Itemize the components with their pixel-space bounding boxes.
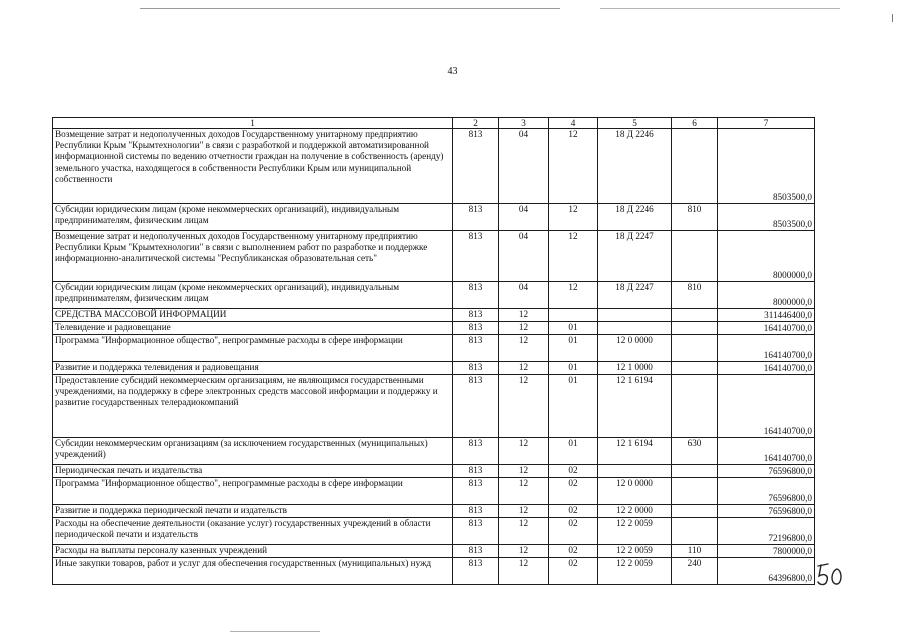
row-ministry-code: 813 [453,129,499,204]
row-ministry-code: 813 [453,438,499,465]
table-row [53,518,815,545]
row-target-article-code: 12 1 0000 [598,362,672,375]
row-section-code: 04 [499,204,549,231]
row-expense-type-code [672,309,718,322]
row-description: Субсидии юридическим лицам (кроме некоммерческих организаций), индивидуальным предпринимателям, физическим лицам [53,282,453,309]
row-expense-type-code [672,505,718,518]
row-section-code: 12 [499,558,549,585]
row-ministry-code: 813 [453,505,499,518]
row-target-article-code: 18 Д 2247 [598,282,672,309]
row-description: Периодическая печать и издательства [53,465,453,478]
table-row [53,282,815,309]
row-ministry-code: 813 [453,478,499,505]
row-description: Иные закупки товаров, работ и услуг для обеспечения государственных (муниципальных) нужд [53,558,453,585]
row-description: Возмещение затрат и недополученных доходов Государственному унитарному предприятию Республики Крым "Крымтехнологии" в связи с выполнением работ по разработке и поддержке информационно-аналитической системы "Республиканская образовательная сеть" [53,231,453,282]
row-section-code: 04 [499,282,549,309]
row-section-code: 12 [499,478,549,505]
row-section-code: 12 [499,362,549,375]
scan-edge-mark [892,14,893,22]
table-header-row [53,118,815,129]
row-description: Предоставление субсидий некоммерческим организациям, не являющимся государственными учреждениями, на поддержку в сфере электронных средств массовой информации и поддержку и развитие государственных телерадиокомпаний [53,375,453,438]
table-row [53,309,815,322]
row-expense-type-code: 110 [672,545,718,558]
row-description: Программа "Информационное общество", непрограммные расходы в сфере информации [53,478,453,505]
column-header: 6 [672,118,718,129]
table-row [53,545,815,558]
table-row [53,505,815,518]
column-header: 4 [549,118,598,129]
row-ministry-code: 813 [453,465,499,478]
row-amount: 8000000,0 [718,282,815,309]
row-expense-type-code [672,478,718,505]
row-description: СРЕДСТВА МАССОВОЙ ИНФОРМАЦИИ [53,309,453,322]
row-target-article-code: 12 1 6194 [598,375,672,438]
row-description: Расходы на обеспечение деятельности (оказание услуг) государственных учреждений в области периодической печати и издательств [53,518,453,545]
row-target-article-code [598,465,672,478]
handwritten-page-mark [815,561,845,589]
row-ministry-code: 813 [453,309,499,322]
row-amount: 76596800,0 [718,478,815,505]
row-expense-type-code [672,335,718,362]
row-expense-type-code [672,518,718,545]
row-ministry-code: 813 [453,322,499,335]
row-ministry-code: 813 [453,545,499,558]
row-subsection-code: 02 [549,545,598,558]
row-section-code: 12 [499,505,549,518]
budget-table [52,117,815,585]
table-row [53,478,815,505]
row-ministry-code: 813 [453,362,499,375]
row-amount: 7800000,0 [718,545,815,558]
row-subsection-code [549,309,598,322]
row-amount: 8503500,0 [718,129,815,204]
row-subsection-code: 02 [549,558,598,585]
row-target-article-code: 12 0 0000 [598,335,672,362]
scan-edge-line [140,8,560,9]
row-expense-type-code: 630 [672,438,718,465]
row-amount: 311446400,0 [718,309,815,322]
row-amount: 76596800,0 [718,505,815,518]
row-target-article-code [598,309,672,322]
row-target-article-code: 12 2 0059 [598,558,672,585]
row-expense-type-code [672,231,718,282]
row-ministry-code: 813 [453,558,499,585]
row-description: Развитие и поддержка телевидения и радиовещания [53,362,453,375]
row-target-article-code: 12 2 0000 [598,505,672,518]
row-amount: 164140700,0 [718,322,815,335]
row-expense-type-code: 810 [672,204,718,231]
row-amount: 8503500,0 [718,204,815,231]
scan-edge-line [600,8,840,9]
column-header: 7 [718,118,815,129]
row-section-code: 12 [499,465,549,478]
row-subsection-code: 01 [549,438,598,465]
row-subsection-code: 12 [549,204,598,231]
row-amount: 164140700,0 [718,335,815,362]
row-target-article-code: 18 Д 2246 [598,204,672,231]
row-target-article-code: 12 2 0059 [598,518,672,545]
row-target-article-code [598,322,672,335]
row-amount: 164140700,0 [718,438,815,465]
row-subsection-code: 12 [549,282,598,309]
row-target-article-code: 12 2 0059 [598,545,672,558]
row-amount: 164140700,0 [718,362,815,375]
column-header: 3 [499,118,549,129]
row-section-code: 12 [499,545,549,558]
row-ministry-code: 813 [453,204,499,231]
row-target-article-code: 12 0 0000 [598,478,672,505]
table-row [53,438,815,465]
row-target-article-code: 18 Д 2246 [598,129,672,204]
column-header: 5 [598,118,672,129]
row-section-code: 12 [499,375,549,438]
row-expense-type-code [672,129,718,204]
row-amount: 76596800,0 [718,465,815,478]
row-target-article-code: 18 Д 2247 [598,231,672,282]
row-expense-type-code [672,465,718,478]
table-row [53,231,815,282]
row-description: Телевидение и радиовещание [53,322,453,335]
table-row [53,362,815,375]
table-row [53,335,815,362]
row-subsection-code: 01 [549,362,598,375]
row-expense-type-code: 810 [672,282,718,309]
row-ministry-code: 813 [453,518,499,545]
row-amount: 164140700,0 [718,375,815,438]
row-section-code: 04 [499,129,549,204]
row-description: Развитие и поддержка периодической печати и издательств [53,505,453,518]
row-subsection-code: 12 [549,231,598,282]
table-row [53,129,815,204]
row-subsection-code: 01 [549,375,598,438]
row-ministry-code: 813 [453,335,499,362]
row-subsection-code: 02 [549,465,598,478]
row-section-code: 12 [499,322,549,335]
row-section-code: 12 [499,438,549,465]
row-description: Субсидии некоммерческим организациям (за исключением государственных (муниципальных) учреждений) [53,438,453,465]
table-row [53,375,815,438]
row-description: Возмещение затрат и недополученных доходов Государственному унитарному предприятию Республики Крым "Крымтехнологии" в связи с разработкой и поддержкой автоматизированной информационной системы по ведению отчетности граждан на получение в собственность (аренду) земельного участка, находящегося в собственности Республики Крым или муниципальной собственности [53,129,453,204]
row-description: Субсидии юридическим лицам (кроме некоммерческих организаций), индивидуальным предпринимателям, физическим лицам [53,204,453,231]
row-section-code: 04 [499,231,549,282]
row-expense-type-code [672,362,718,375]
table-row [53,465,815,478]
column-header: 2 [453,118,499,129]
row-subsection-code: 01 [549,335,598,362]
table-row [53,322,815,335]
row-section-code: 12 [499,335,549,362]
row-expense-type-code [672,322,718,335]
row-description: Программа "Информационное общество", непрограммные расходы в сфере информации [53,335,453,362]
row-section-code: 12 [499,309,549,322]
row-amount: 64396800,0 [718,558,815,585]
row-ministry-code: 813 [453,282,499,309]
row-subsection-code: 02 [549,518,598,545]
table-row [53,204,815,231]
row-expense-type-code: 240 [672,558,718,585]
page-number: 43 [447,66,458,77]
column-header: 1 [53,118,453,129]
row-target-article-code: 12 1 6194 [598,438,672,465]
table-row [53,558,815,585]
row-expense-type-code [672,375,718,438]
row-description: Расходы на выплаты персоналу казенных учреждений [53,545,453,558]
row-subsection-code: 01 [549,322,598,335]
row-ministry-code: 813 [453,375,499,438]
scan-edge-line [230,631,320,632]
row-amount: 72196800,0 [718,518,815,545]
row-subsection-code: 02 [549,505,598,518]
row-amount: 8000000,0 [718,231,815,282]
row-ministry-code: 813 [453,231,499,282]
row-subsection-code: 12 [549,129,598,204]
row-section-code: 12 [499,518,549,545]
row-subsection-code: 02 [549,478,598,505]
